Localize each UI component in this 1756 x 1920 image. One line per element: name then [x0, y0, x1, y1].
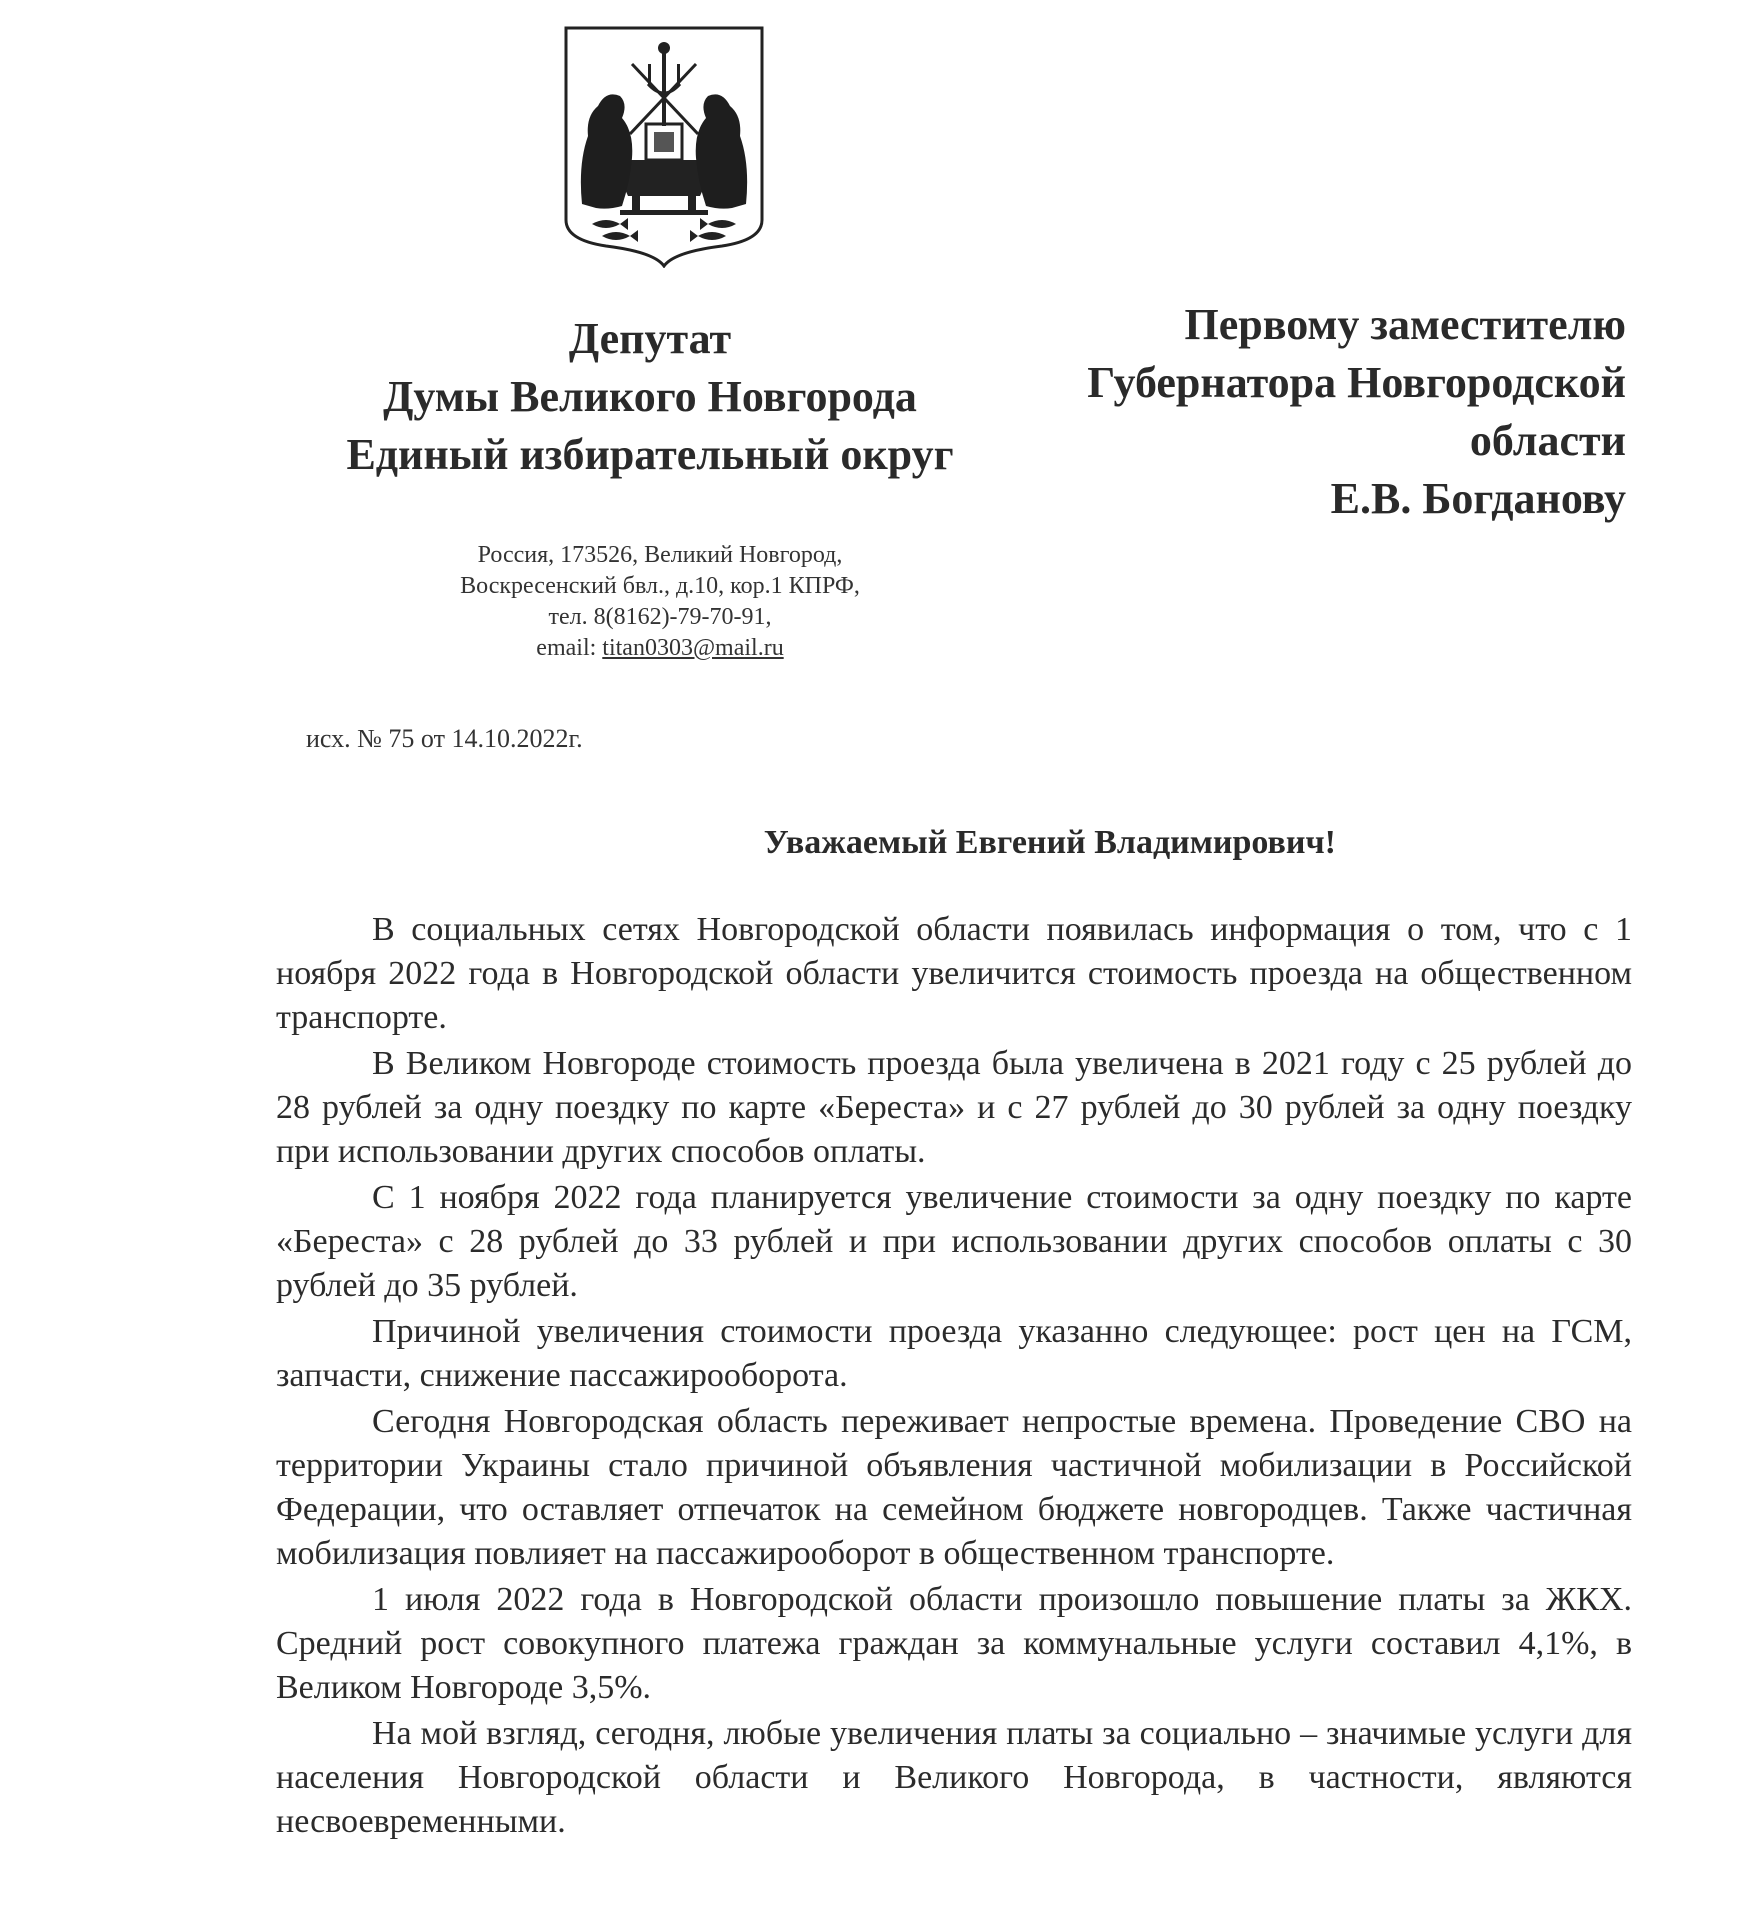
recipient-line-3: области — [1469, 416, 1626, 465]
sender-district: Единый избирательный округ — [346, 430, 954, 479]
paragraph: Причиной увеличения стоимости проезда указанно следующее: рост цен на ГСМ, запчасти, снижение пассажирооборота. — [276, 1313, 1632, 1394]
address-phone: тел. 8(8162)-79-70-91, — [548, 604, 772, 630]
paragraph: В Великом Новгороде стоимость проезда была увеличена в 2021 году с 25 рублей до 28 рублей за одну поездку по карте «Береста» и с 27 рублей до 30 рублей за одну поездку при использовании других способов оплаты. — [276, 1045, 1632, 1170]
paragraph: С 1 ноября 2022 года планируется увеличение стоимости за одну поездку по карте «Береста» с 28 рублей до 33 рублей и при использовании других способов оплаты с 30 рублей до 35 рублей. — [276, 1179, 1632, 1304]
recipient-block — [1000, 296, 1626, 528]
recipient-line-1: Первому заместителю — [1184, 300, 1626, 349]
outgoing-number: исх. № 75 от 14.10.2022г. — [306, 724, 583, 753]
recipient-name: Е.В. Богданову — [1330, 474, 1626, 523]
address-email-row — [380, 633, 940, 664]
novgorod-coat-of-arms-icon — [562, 24, 766, 268]
email-label: email: — [536, 635, 603, 661]
salutation-text: Уважаемый Евгений Владимирович! — [763, 824, 1336, 861]
recipient-line-2: Губернатора Новгородской — [1087, 358, 1626, 407]
sender-duma: Думы Великого Новгорода — [383, 372, 917, 421]
letter-body — [276, 908, 1632, 1844]
address-line-1: Россия, 173526, Великий Новгород, — [477, 542, 843, 568]
paragraph: 1 июля 2022 года в Новгородской области произошло повышение платы за ЖКХ. Средний рост совокупного платежа граждан за коммунальные услуги составил 4,1%, в Великом Новгороде 3,5%. — [276, 1581, 1632, 1706]
paragraph: В социальных сетях Новгородской области появилась информация о том, что с 1 ноября 2022 года в Новгородской области увеличится стоимость проезда на общественном транспорте. — [276, 911, 1632, 1036]
paragraph: Сегодня Новгородская область переживает непростые времена. Проведение СВО на территории Украины стало причиной объявления частичной мобилизации в Российской Федерации, что оставляет отпечаток на семейном бюджете новгородцев. Также частичная мобилизация повлияет на пассажирооборот в общественном транспорте. — [276, 1403, 1632, 1572]
sender-title: Депутат — [568, 314, 732, 363]
sender-address — [380, 540, 940, 664]
sender-block — [230, 310, 1070, 484]
paragraph: На мой взгляд, сегодня, любые увеличения платы за социально – значимые услуги для населения Новгородской области и Великого Новгорода, в частности, являются несвоевременными. — [276, 1715, 1632, 1840]
email-link[interactable]: titan0303@mail.ru — [602, 635, 784, 661]
salutation — [0, 824, 1336, 862]
address-line-2: Воскресенский бвл., д.10, кор.1 КПРФ, — [460, 573, 860, 599]
